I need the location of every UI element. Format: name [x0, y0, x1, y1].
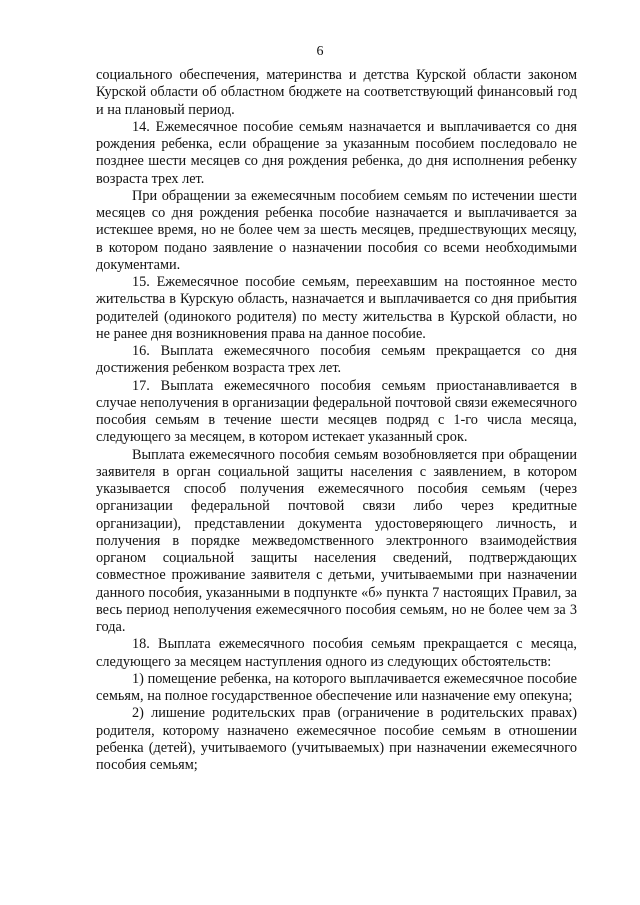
paragraph-item-14: 14. Ежемесячное пособие семьям назначается и выплачивается со дня рождения ребенка, если обращение за указанным пособием последовало не позднее шести месяцев со дня рождения ребенка, до дня исполнения ребенку возраста трех лет.: [96, 118, 577, 187]
paragraph-item-18: 18. Выплата ежемесячного пособия семьям прекращается с месяца, следующего за месяцем наступления одного из следующих обстоятельств:: [96, 636, 577, 670]
paragraph-continuation: социального обеспечения, материнства и детства Курской области законом Курской области об областном бюджете на соответствующий финансовый год и на плановый период.: [96, 67, 577, 118]
paragraph-subitem-2: 2) лишение родительских прав (ограничение в родительских правах) родителя, которому назначено ежемесячное пособие семьям в отношении ребенка (детей), учитываемого (учитываемых) при назначении ежемесячного пособия семьям;: [96, 705, 577, 773]
page-number: 6: [316, 44, 324, 59]
paragraph-payment-resumption: Выплата ежемесячного пособия семьям возобновляется при обращении заявителя в орган социальной защиты населения с заявлением, в котором указывается способ получения ежемесячного пособия семьям (через организации федеральной почтовой связи либо через кредитные организации), представлении документа удостоверяющего личность, и получения в порядке межведомственного электронного взаимодействия органом социальной защиты населения сведений, подтверждающих совместное проживание заявителя с детьми, учитываемыми при назначении данного пособия, указанными в подпункте «б» пункта 7 настоящих Правил, за весь период неполучения ежемесячного пособия семьям, но не более чем за 3 года.: [96, 446, 577, 635]
paragraph-item-15: 15. Ежемесячное пособие семьям, переехавшим на постоянное место жительства в Курскую область, назначается и выплачивается со дня прибытия родителей (одинокого родителя) по месту жительства в Курской области, но не ранее дня возникновения права на данное пособие.: [96, 274, 577, 342]
document-body: [96, 67, 577, 774]
paragraph-subitem-1: 1) помещение ребенка, на которого выплачивается ежемесячное пособие семьям, на полное государственное обеспечение или назначение ему опекуна;: [96, 670, 577, 704]
paragraph-late-application: При обращении за ежемесячным пособием семьям по истечении шести месяцев со дня рождения ребенка пособие назначается и выплачивается за истекшее время, но не более чем за шесть месяцев, предшествующих месяцу, в котором подано заявление о назначении пособия со всеми необходимыми документами.: [96, 187, 577, 273]
paragraph-item-17: 17. Выплата ежемесячного пособия семьям приостанавливается в случае неполучения в организации федеральной почтовой связи ежемесячного пособия семьям в течение шести месяцев подряд с 1-го числа месяца, следующего за месяцем, в котором истекает указанный срок.: [96, 377, 577, 446]
paragraph-item-16: 16. Выплата ежемесячного пособия семьям прекращается со дня достижения ребенком возраста трех лет.: [96, 343, 577, 377]
